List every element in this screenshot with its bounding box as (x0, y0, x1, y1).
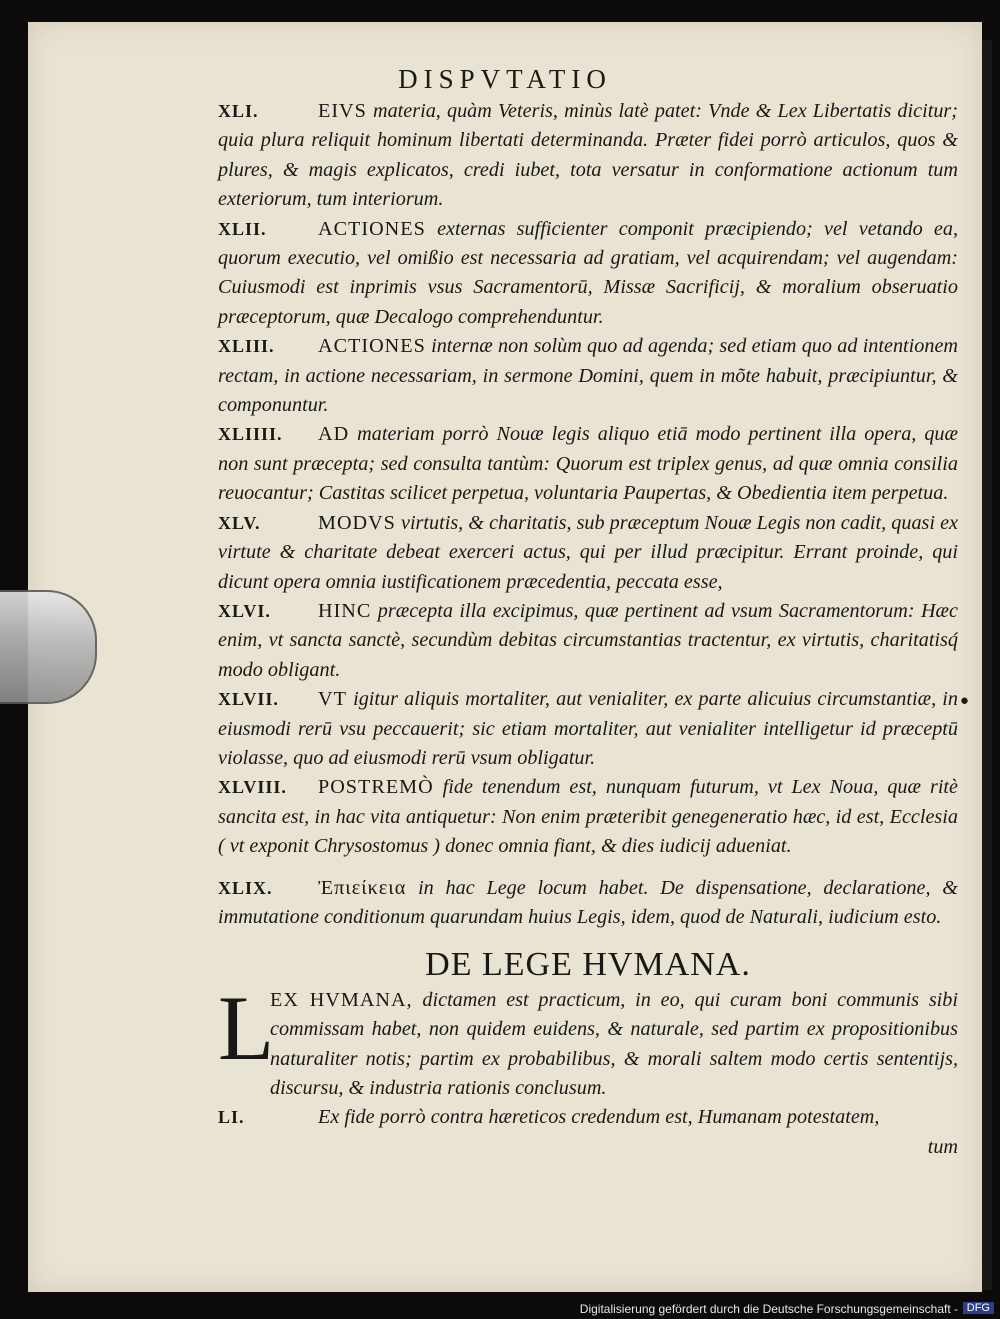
thesis-lead: MODVS (318, 511, 396, 534)
margin-mark-icon: • (958, 690, 971, 715)
thesis-li (218, 1103, 958, 1132)
footer-credit: Digitalisierung gefördert durch die Deutsche Forschungsgemeinschaft - (579, 1302, 958, 1316)
section-text: dictamen est practicum, in eo, qui curam boni communis sibi commissam habet, non quidem euidens, & naturale, sed partim ex propositionibus naturaliter notis; partim ex probabilibus, & morali saltem modo certis sententijs, discursu, & industria rationis conclusum. (270, 988, 958, 1099)
thesis-number: XLIII. (218, 336, 275, 357)
section-lead: EX HVMANA, (270, 988, 413, 1011)
thesis-xliiii (218, 420, 958, 508)
thesis-text: virtutis, & charitatis, sub præceptum Nouæ Legis non cadit, quasi ex virtute & charitate debeat exerceri actus, qui per illud præcipitur. Errant proinde, qui dicunt opera omnia iustificationem præcedentia, peccata esse, (218, 511, 958, 593)
thesis-text: præcepta illa excipimus, quæ pertinent ad vsum Sacramentorum: Hæc enim, vt sancta sanctè, secundùm debitas circumstantias tractentur, ex virtutis, charitatisq́ modo obligant. (218, 599, 958, 681)
thesis-text: Ex fide porrò contra hæreticos credendum est, Humanam potestatem, (318, 1106, 880, 1129)
thesis-text: in hac Lege locum habet. De dispensatione, declaratione, & immutatione conditionum quarundam huius Legis, idem, quod de Naturali, iudicium esto. (218, 876, 958, 928)
thesis-text: materia, quàm Veteris, minùs latè patet: Vnde & Lex Libertatis dicitur; quia plura reliquit hominum libertati determinanda. Præter fidei porrò articulos, quos & plures, & magis explicatos, credi iubet, tota versatur in conformatione actionum tum exteriorum, tum interiorum. (218, 100, 958, 211)
thesis-lead: Ἐπιείκεια (318, 876, 407, 899)
thesis-xlvii (218, 685, 958, 773)
thesis-number: XLVII. (218, 689, 279, 710)
thesis-lead: POSTREMÒ (318, 776, 434, 799)
thesis-text: internæ non solùm quo ad agenda; sed etiam quo ad intentionem rectam, in actione necessariam, in sermone Domini, quem in mõte habuit, præcipiuntur, & componuntur. (218, 335, 958, 417)
thesis-text: fide tenendum est, nunquam futurum, vt Lex Noua, quæ ritè sancita est, in hac vita antiquetur: Non enim præteribit genegeneratio hæc, id est, Ecclesia ( vt exponit Chrysostomus ) donec omnia fiant, & dies iudicij adueniat. (218, 776, 958, 858)
thesis-text: externas sufficienter componit præcipiendo; vel vetando ea, quorum executio, vel omißio est necessaria ad gratiam, vel acquirendam; vel augendam: Cuiusmodi est inprimis vsus Sacramentorū, Missæ Sacrificij, & moralium obseruatio præceptorum, quæ Decalogo comprehenduntur. (218, 217, 958, 328)
thesis-lead: AD (318, 423, 350, 446)
page-edge (982, 40, 992, 1290)
thesis-lead: VT (318, 688, 347, 711)
catchword: tum (927, 1135, 958, 1158)
thesis-number: XLII. (218, 218, 267, 239)
thesis-lead: ACTIONES (318, 217, 426, 240)
thesis-xlix (218, 874, 958, 933)
thesis-xli (218, 97, 958, 215)
thesis-text: materiam porrò Nouæ legis aliquo etiā modo pertinent illa opera, quæ non sunt præcepta; sed consulta tantùm: Quorum est triplex genus, ad quæ omnia consilia reuocantur; Castitas scilicet perpetua, voluntaria Paupertas, & Obedientia item perpetua. (218, 423, 958, 505)
thesis-number: XLIX. (218, 877, 273, 898)
thesis-xliii (218, 332, 958, 420)
thesis-number: XLIIII. (218, 424, 283, 445)
thesis-number: XLV. (218, 512, 261, 533)
thesis-lead: EIVS (318, 100, 367, 122)
thesis-xlii (218, 215, 958, 333)
thesis-number: XLI. (218, 101, 259, 121)
thesis-lead: HINC (318, 599, 372, 622)
thesis-xlviii (218, 773, 958, 861)
section-title: DE LEGE HVMANA. (425, 946, 751, 984)
running-header: DISPVTATIO (398, 64, 612, 94)
thesis-lead: ACTIONES (318, 335, 426, 358)
thesis-xlvi (218, 597, 958, 685)
thesis-text: igitur aliquis mortaliter, aut venialiter, ex parte alicuius circumstantiæ, in eiusmodi rerū vsu peccauerit; sic etiam mortaliter, aut venialiter intelligetur id præceptū violasse, quo ad eiusmodi rerū vsum obligatur. (218, 688, 958, 769)
drop-cap: L (218, 976, 275, 1079)
section-paragraph (218, 976, 958, 1104)
thesis-number: XLVI. (218, 600, 271, 621)
thesis-number: LI. (218, 1107, 245, 1128)
dfg-logo: DFG (963, 1302, 994, 1314)
book-page (28, 22, 982, 1292)
thesis-number: XLVIII. (218, 777, 287, 798)
page-clip (0, 590, 97, 704)
thesis-xlv (218, 509, 958, 597)
page-body (218, 97, 958, 1162)
spacer (218, 862, 958, 874)
